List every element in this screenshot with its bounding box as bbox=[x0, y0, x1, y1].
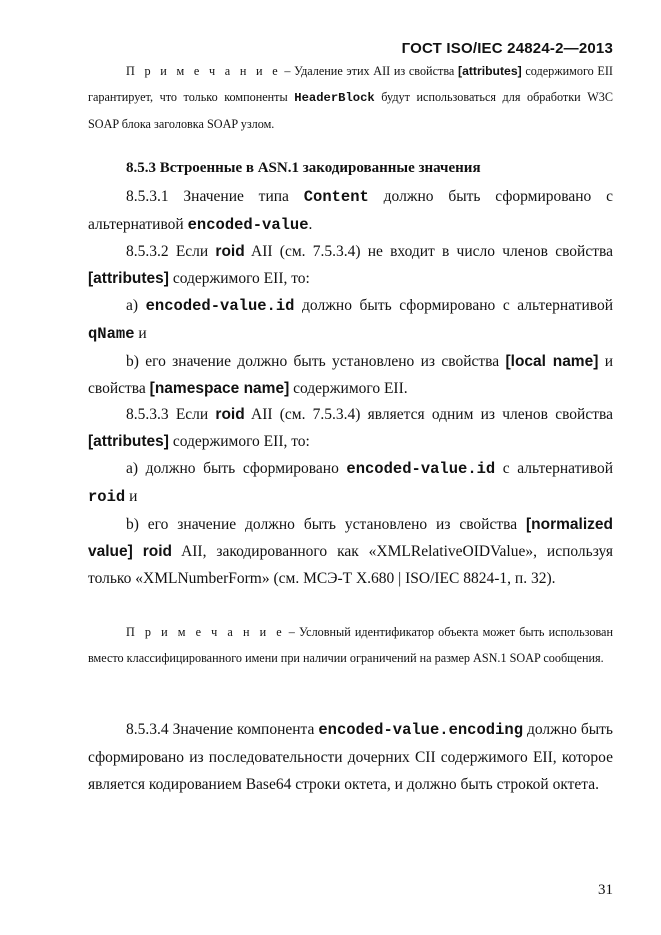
note-2 bbox=[88, 619, 613, 671]
paragraph-text: AII (см. 7.5.3.4) не входит в число членов свойства bbox=[244, 243, 613, 260]
code-term: roid bbox=[215, 243, 245, 260]
code-term: roid bbox=[142, 543, 173, 560]
list-item-text: a) должно быть сформировано bbox=[126, 460, 347, 477]
paragraph-text: 8.5.3.2 Если bbox=[126, 243, 216, 260]
list-item-text: a) bbox=[126, 297, 146, 314]
code-term: roid bbox=[215, 406, 245, 423]
code-term: roid bbox=[88, 488, 126, 506]
paragraph-8-5-3-1 bbox=[88, 183, 613, 239]
list-item-text: и свойства bbox=[88, 353, 613, 397]
paragraph-text: . bbox=[308, 216, 313, 233]
note-label: П р и м е ч а н и е bbox=[126, 625, 285, 639]
paragraph-8-5-3-4 bbox=[88, 716, 613, 798]
paragraph-text: должно быть сформировано с альтернативой bbox=[88, 188, 613, 233]
code-term: [namespace name] bbox=[149, 380, 290, 397]
code-term: encoded-value.id bbox=[145, 297, 295, 315]
paragraph-text: 8.5.3.4 Значение компонента bbox=[126, 721, 319, 738]
list-item-text: и bbox=[125, 488, 138, 505]
note-text: – Удаление этих AII из свойства bbox=[280, 64, 459, 78]
list-item-text: AII, закодированного как «XMLRelativeOIDValue», используя только «XMLNumberForm» (см. МСЭ-Т X.680 | ISO/IEC 8824-1, п. 32). bbox=[88, 543, 614, 587]
paragraph-text: содержимого EII, то: bbox=[168, 433, 310, 450]
list-item-text: содержимого EII. bbox=[289, 380, 408, 397]
list-item-text: должно быть сформировано с альтернативой bbox=[294, 297, 613, 314]
paragraph-8-5-3-3 bbox=[88, 401, 613, 592]
list-item-text: b) его значение должно быть установлено из свойства bbox=[126, 353, 506, 370]
code-term: encoded-value.encoding bbox=[318, 721, 523, 739]
list-item-text: и bbox=[134, 325, 147, 342]
note-text: содержимого EII гарантирует, что только компоненты bbox=[88, 64, 613, 104]
note-1 bbox=[88, 58, 613, 137]
paragraph-text: должно быть сформировано из последовательности дочерних CII содержимого EII, которое является кодированием Base64 строки октета, и должно быть строкой октета. bbox=[88, 721, 613, 793]
code-term: encoded-value bbox=[187, 216, 309, 234]
note-label: П р и м е ч а н и е bbox=[126, 64, 281, 78]
code-term: HeaderBlock bbox=[294, 91, 375, 105]
code-term: [attributes] bbox=[88, 270, 169, 287]
paragraph-text: AII (см. 7.5.3.4) является одним из членов свойства bbox=[244, 406, 613, 423]
note-text: – Условный идентификатор объекта может быть использован вместо классифицированного имени при наличии ограничений на размер ASN.1 SOAP сообщения. bbox=[88, 625, 613, 665]
code-term: encoded-value.id bbox=[346, 460, 496, 478]
page-number: 31 bbox=[598, 882, 613, 898]
code-term: Content bbox=[303, 188, 369, 206]
section-heading: 8.5.3 Встроенные в ASN.1 закодированные значения bbox=[126, 160, 481, 176]
paragraph-8-5-3-2 bbox=[88, 238, 613, 402]
note-text: будут использоваться для обработки W3C SOAP блока заголовка SOAP узлом. bbox=[88, 90, 613, 131]
list-item-text: b) его значение должно быть установлено из свойства bbox=[126, 516, 527, 533]
list-item-text bbox=[133, 543, 143, 560]
paragraph-text: 8.5.3.1 Значение типа bbox=[126, 188, 304, 205]
code-term: [local name] bbox=[505, 353, 599, 370]
code-term: [normalized value] bbox=[88, 516, 613, 560]
section-heading-block bbox=[88, 155, 613, 182]
code-term: [attributes] bbox=[88, 433, 169, 450]
paragraph-text: содержимого EII, то: bbox=[168, 270, 310, 287]
document-header: ГОСТ ISO/IEC 24824-2—2013 bbox=[401, 40, 613, 57]
code-term: [attributes] bbox=[458, 64, 522, 78]
code-term: qName bbox=[88, 325, 135, 343]
list-item-text: с альтернативой bbox=[495, 460, 613, 477]
paragraph-text: 8.5.3.3 Если bbox=[126, 406, 216, 423]
